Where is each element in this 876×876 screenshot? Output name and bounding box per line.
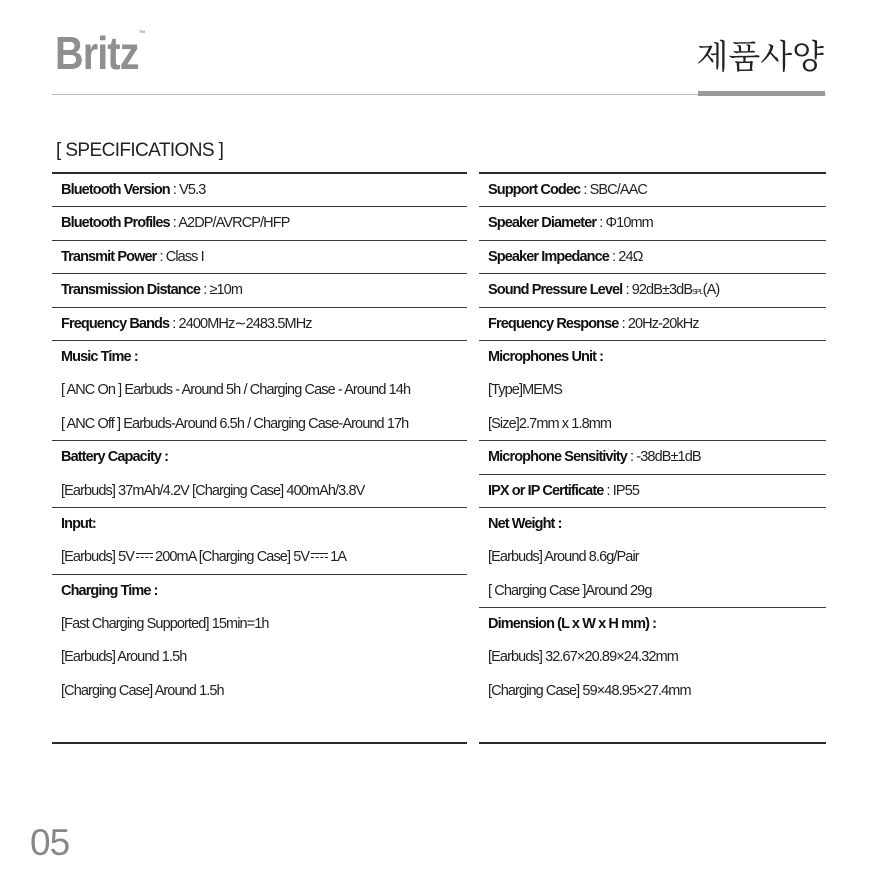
- section-title: [ SPECIFICATIONS ]: [56, 140, 224, 161]
- spec-value: : 2400MHz∼2483.5MHz: [169, 315, 312, 332]
- spec-label: Net Weight :: [488, 515, 562, 532]
- spec-value: : IP55: [603, 482, 640, 499]
- spec-row: [479, 274, 826, 307]
- spec-label: Support Codec: [488, 182, 581, 198]
- spec-row: [479, 608, 826, 641]
- spec-label: IPX or IP Certificate: [488, 482, 604, 499]
- spec-label: Sound Pressure Level: [488, 282, 623, 299]
- dc-current-symbol-icon: [136, 552, 153, 560]
- spec-value: [Fast Charging Supported] 15min=1h: [61, 616, 269, 633]
- spec-label: Battery Capacity :: [61, 449, 169, 466]
- page-title: 제품사양: [696, 37, 824, 76]
- spec-row: [52, 508, 467, 541]
- spec-value: 1A: [330, 549, 347, 566]
- spec-row: [52, 608, 467, 641]
- spec-row: [52, 241, 467, 274]
- spec-column-left: [52, 172, 467, 708]
- spec-row: [52, 441, 467, 474]
- spec-value: : -38dB±1dB: [626, 449, 701, 466]
- column-bottom-rule-right: [479, 742, 826, 744]
- spec-row: [52, 641, 467, 674]
- spec-value: : V5.3: [169, 182, 206, 198]
- spec-row: [479, 174, 826, 207]
- spec-value: : Class I: [156, 248, 204, 265]
- spec-row: [52, 374, 467, 407]
- spec-label: Microphone Sensitivity: [488, 449, 627, 466]
- spec-value: [Earbuds] 37mAh/4.2V [Charging Case] 400mAh/3.8V: [61, 482, 365, 499]
- spec-value: 200mA [Charging Case] 5V: [155, 549, 310, 566]
- spec-row: [52, 308, 467, 341]
- spec-label: Transmission Distance: [61, 282, 201, 299]
- spec-value: : Φ10mm: [596, 215, 653, 232]
- spec-label: Frequency Bands: [61, 315, 170, 332]
- spec-value: [Earbuds] 5V: [61, 549, 135, 566]
- spec-row: [479, 508, 826, 541]
- spec-row: [52, 207, 467, 240]
- spec-label: Music Time :: [61, 348, 138, 365]
- spec-label: Bluetooth Profiles: [61, 215, 170, 232]
- spec-value: [Earbuds] Around 1.5h: [61, 649, 187, 666]
- spec-value: : A2DP/AVRCP/HFP: [169, 215, 290, 232]
- spec-label: Frequency Response: [488, 315, 619, 332]
- spec-row: [479, 441, 826, 474]
- spec-row: [479, 308, 826, 341]
- spec-label: Dimension (L x W x H mm) :: [488, 616, 657, 633]
- trademark-symbol: ™: [138, 29, 146, 38]
- dc-current-symbol-icon: [311, 552, 328, 560]
- page-number: 05: [30, 822, 70, 863]
- spec-row: [479, 341, 826, 374]
- spec-row: [479, 675, 826, 708]
- spec-row: [479, 241, 826, 274]
- spec-value: [ Charging Case ]Around 29g: [488, 582, 652, 599]
- spec-row: [479, 541, 826, 574]
- spec-row: [479, 475, 826, 508]
- brand-logo-text: Britz: [55, 27, 139, 79]
- spec-label: Bluetooth Version: [61, 182, 170, 198]
- spec-label: Charging Time :: [61, 582, 158, 599]
- spec-row: [52, 341, 467, 374]
- spec-value: [Earbuds] 32.67×20.89×24.32mm: [488, 649, 678, 666]
- spec-value: : 24Ω: [608, 248, 643, 265]
- spec-value: [Earbuds] Around 8.6g/Pair: [488, 549, 639, 566]
- spec-value: [ ANC On ] Earbuds - Around 5h / Charging Case - Around 14h: [61, 382, 411, 399]
- spec-row: [479, 408, 826, 441]
- spec-value-suffix: (A): [702, 282, 720, 299]
- spec-row: [479, 641, 826, 674]
- spec-row: [52, 174, 467, 207]
- spec-label: Speaker Diameter: [488, 215, 597, 232]
- spec-value: [Size]2.7mm x 1.8mm: [488, 415, 612, 432]
- spec-value: : 92dB±3dB: [622, 282, 693, 299]
- spec-label: Speaker Impedance: [488, 248, 609, 265]
- spec-row: [52, 274, 467, 307]
- spec-row: [52, 541, 467, 574]
- spec-row: [52, 575, 467, 608]
- column-bottom-rule-left: [52, 742, 467, 744]
- spec-row: [52, 408, 467, 441]
- spec-row: [479, 575, 826, 608]
- spec-value: : ≥10m: [200, 282, 243, 299]
- spec-column-right: [479, 172, 826, 708]
- header-accent-bar: [698, 91, 825, 96]
- spec-value: [Type]MEMS: [488, 382, 562, 399]
- spec-label: Microphones Unit :: [488, 348, 604, 365]
- spec-row: [52, 475, 467, 508]
- spec-value: [Charging Case] Around 1.5h: [61, 682, 224, 699]
- spec-row: [479, 207, 826, 240]
- spec-value: : 20Hz-20kHz: [618, 315, 699, 332]
- spec-label: Input:: [61, 515, 96, 532]
- spec-value: : SBC/AAC: [580, 182, 647, 198]
- spec-label: Transmit Power: [61, 248, 157, 265]
- spec-value-subscript: SPL: [692, 289, 703, 297]
- spec-row: [479, 374, 826, 407]
- spec-row: [52, 675, 467, 708]
- brand-logo: [55, 27, 146, 79]
- spec-value: [ ANC Off ] Earbuds-Around 6.5h / Charging Case-Around 17h: [61, 415, 409, 432]
- spec-value: [Charging Case] 59×48.95×27.4mm: [488, 682, 691, 699]
